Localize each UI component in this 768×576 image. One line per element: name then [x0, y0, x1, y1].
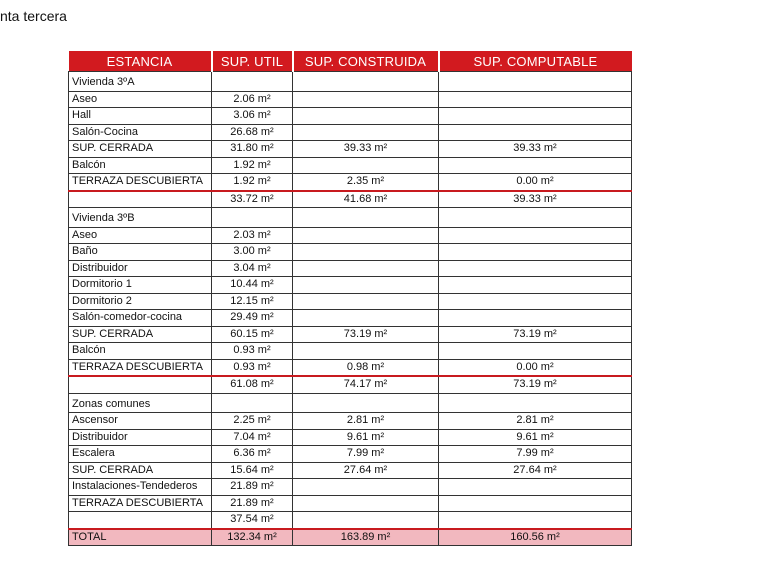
cell-estancia: Vivienda 3ºA [69, 72, 212, 92]
cell-sup-util: 3.00 m² [212, 244, 293, 261]
cell-sup-construida [293, 293, 439, 310]
table-row [69, 124, 632, 141]
cell-estancia: Baño [69, 244, 212, 261]
header-sup-util: SUP. UTIL [212, 51, 293, 72]
cell-estancia: Zonas comunes [69, 393, 212, 413]
table-row [69, 191, 632, 208]
cell-sup-construida: 27.64 m² [293, 462, 439, 479]
cell-sup-util: 29.49 m² [212, 310, 293, 327]
cell-estancia [69, 376, 212, 393]
cell-sup-util: 60.15 m² [212, 326, 293, 343]
cell-sup-util [212, 208, 293, 228]
cell-sup-construida [293, 72, 439, 92]
cell-sup-computable [439, 208, 632, 228]
cell-sup-util: 2.03 m² [212, 227, 293, 244]
cell-sup-computable [439, 72, 632, 92]
cell-sup-computable: 39.33 m² [439, 141, 632, 158]
cell-sup-computable: 2.81 m² [439, 413, 632, 430]
cell-estancia: Instalaciones-Tendederos [69, 479, 212, 496]
table-body [69, 72, 632, 546]
cell-estancia: Balcón [69, 157, 212, 174]
cell-estancia: TOTAL [69, 529, 212, 546]
table-row [69, 429, 632, 446]
cell-sup-util: 12.15 m² [212, 293, 293, 310]
cell-sup-computable [439, 227, 632, 244]
table-row [69, 343, 632, 360]
table-header-row [69, 51, 632, 72]
cell-sup-construida [293, 108, 439, 125]
cell-sup-computable: 73.19 m² [439, 326, 632, 343]
header-sup-construida: SUP. CONSTRUIDA [293, 51, 439, 72]
cell-sup-util: 0.93 m² [212, 343, 293, 360]
cell-sup-construida [293, 227, 439, 244]
cell-sup-util: 7.04 m² [212, 429, 293, 446]
cell-sup-util: 2.25 m² [212, 413, 293, 430]
cell-sup-util: 3.06 m² [212, 108, 293, 125]
table-row [69, 376, 632, 393]
cell-sup-construida: 0.98 m² [293, 359, 439, 376]
cell-sup-computable [439, 343, 632, 360]
cell-sup-util: 3.04 m² [212, 260, 293, 277]
cell-sup-computable [439, 108, 632, 125]
page-title: nta tercera [0, 8, 67, 24]
cell-sup-computable [439, 124, 632, 141]
table-row [69, 413, 632, 430]
table-row [69, 141, 632, 158]
cell-sup-util [212, 393, 293, 413]
cell-sup-util: 6.36 m² [212, 446, 293, 463]
table-row [69, 293, 632, 310]
cell-estancia: Dormitorio 1 [69, 277, 212, 294]
cell-sup-util: 0.93 m² [212, 359, 293, 376]
cell-sup-construida [293, 479, 439, 496]
cell-sup-construida [293, 260, 439, 277]
cell-sup-construida [293, 208, 439, 228]
cell-estancia: Salón-Cocina [69, 124, 212, 141]
header-estancia: ESTANCIA [69, 51, 212, 72]
cell-sup-computable [439, 310, 632, 327]
cell-estancia: TERRAZA DESCUBIERTA [69, 495, 212, 512]
cell-sup-construida [293, 157, 439, 174]
table-row [69, 108, 632, 125]
cell-estancia: Ascensor [69, 413, 212, 430]
table-row [69, 446, 632, 463]
cell-sup-construida [293, 244, 439, 261]
table-row [69, 227, 632, 244]
cell-sup-util: 2.06 m² [212, 91, 293, 108]
cell-sup-computable [439, 91, 632, 108]
cell-sup-construida: 74.17 m² [293, 376, 439, 393]
table-row [69, 260, 632, 277]
cell-estancia: Aseo [69, 227, 212, 244]
cell-sup-construida: 39.33 m² [293, 141, 439, 158]
cell-estancia: SUP. CERRADA [69, 141, 212, 158]
cell-estancia: SUP. CERRADA [69, 326, 212, 343]
table-row [69, 512, 632, 529]
cell-sup-construida: 9.61 m² [293, 429, 439, 446]
cell-estancia: Dormitorio 2 [69, 293, 212, 310]
cell-sup-util: 21.89 m² [212, 495, 293, 512]
table-row [69, 91, 632, 108]
cell-sup-computable [439, 293, 632, 310]
cell-sup-computable [439, 260, 632, 277]
cell-sup-computable [439, 244, 632, 261]
cell-sup-construida [293, 310, 439, 327]
table-row [69, 462, 632, 479]
cell-sup-construida [293, 512, 439, 529]
table-row [69, 310, 632, 327]
cell-sup-construida: 163.89 m² [293, 529, 439, 546]
cell-sup-computable [439, 277, 632, 294]
cell-sup-computable [439, 157, 632, 174]
cell-estancia: Hall [69, 108, 212, 125]
cell-sup-computable: 9.61 m² [439, 429, 632, 446]
cell-sup-util [212, 72, 293, 92]
table-row [69, 326, 632, 343]
cell-estancia [69, 512, 212, 529]
cell-sup-util: 1.92 m² [212, 157, 293, 174]
cell-sup-util: 132.34 m² [212, 529, 293, 546]
cell-sup-computable: 0.00 m² [439, 359, 632, 376]
cell-estancia: Distribuidor [69, 260, 212, 277]
cell-sup-computable: 39.33 m² [439, 191, 632, 208]
table-row [69, 277, 632, 294]
cell-sup-computable: 7.99 m² [439, 446, 632, 463]
cell-estancia [69, 191, 212, 208]
cell-sup-util: 26.68 m² [212, 124, 293, 141]
table-row [69, 359, 632, 376]
cell-estancia: Escalera [69, 446, 212, 463]
table-row [69, 208, 632, 228]
cell-sup-util: 31.80 m² [212, 141, 293, 158]
cell-sup-construida [293, 495, 439, 512]
table-row [69, 495, 632, 512]
table-row [69, 157, 632, 174]
cell-estancia: Balcón [69, 343, 212, 360]
header-sup-computable: SUP. COMPUTABLE [439, 51, 632, 72]
cell-sup-construida: 7.99 m² [293, 446, 439, 463]
cell-sup-util: 21.89 m² [212, 479, 293, 496]
cell-sup-construida: 41.68 m² [293, 191, 439, 208]
cell-sup-util: 10.44 m² [212, 277, 293, 294]
cell-sup-construida [293, 124, 439, 141]
cell-sup-construida: 73.19 m² [293, 326, 439, 343]
cell-sup-construida [293, 277, 439, 294]
cell-sup-construida [293, 343, 439, 360]
cell-sup-computable: 0.00 m² [439, 174, 632, 191]
cell-estancia: Vivienda 3ºB [69, 208, 212, 228]
table-row [69, 244, 632, 261]
surface-table [68, 51, 632, 546]
table-row [69, 479, 632, 496]
table-row [69, 72, 632, 92]
cell-estancia: TERRAZA DESCUBIERTA [69, 359, 212, 376]
surface-table-container [68, 51, 631, 546]
table-row [69, 393, 632, 413]
cell-estancia: Distribuidor [69, 429, 212, 446]
cell-sup-computable: 27.64 m² [439, 462, 632, 479]
cell-sup-computable [439, 479, 632, 496]
cell-sup-computable [439, 495, 632, 512]
cell-estancia: Aseo [69, 91, 212, 108]
cell-sup-util: 37.54 m² [212, 512, 293, 529]
cell-sup-util: 61.08 m² [212, 376, 293, 393]
cell-sup-computable [439, 512, 632, 529]
cell-sup-util: 15.64 m² [212, 462, 293, 479]
cell-sup-construida: 2.35 m² [293, 174, 439, 191]
cell-sup-util: 33.72 m² [212, 191, 293, 208]
cell-estancia: Salón-comedor-cocina [69, 310, 212, 327]
cell-sup-computable: 160.56 m² [439, 529, 632, 546]
cell-sup-construida [293, 393, 439, 413]
table-row [69, 174, 632, 191]
cell-sup-computable [439, 393, 632, 413]
cell-estancia: TERRAZA DESCUBIERTA [69, 174, 212, 191]
cell-sup-construida: 2.81 m² [293, 413, 439, 430]
cell-estancia: SUP. CERRADA [69, 462, 212, 479]
table-row [69, 529, 632, 546]
cell-sup-util: 1.92 m² [212, 174, 293, 191]
cell-sup-construida [293, 91, 439, 108]
cell-sup-computable: 73.19 m² [439, 376, 632, 393]
